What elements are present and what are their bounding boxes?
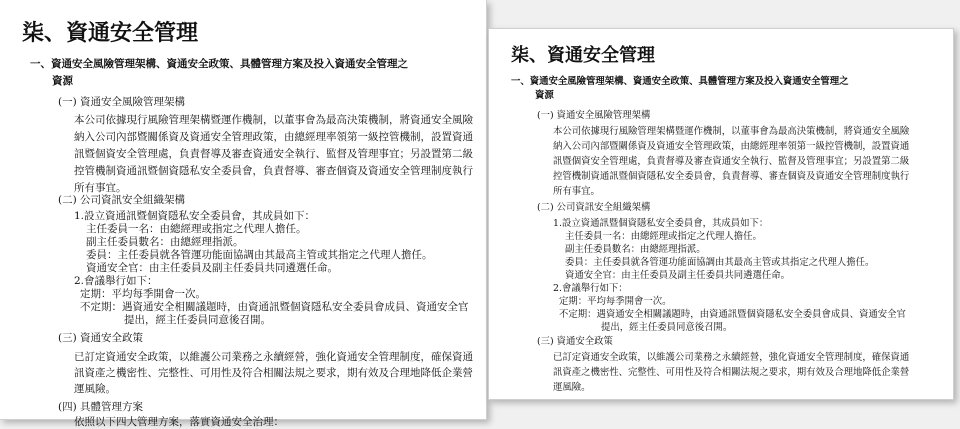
paragraph-line: 訊暨個資安全管理處，負責督導及審查資通安全執行、監督及管理事宜；另設置第二級: [74, 148, 473, 160]
paragraph-line: 納入公司內部暨關係資及資通安全管理政策，由總經理率領第一級控管機制，設置資通: [74, 131, 473, 143]
list-item: 2.會議舉行如下：: [74, 275, 158, 287]
list-item: 副主任委員數名：由總經理指派。: [86, 236, 244, 248]
paragraph-line: 所有事宜。: [553, 186, 600, 197]
subsection-2-title: (二) 公司資訊安全組織架構: [58, 194, 186, 206]
subsection-3-title: (三) 資通安全政策: [58, 332, 144, 344]
section-title-line-2: 資源: [52, 75, 73, 87]
section-title-line-1: 一、資通安全風險管理架構、資通安全政策、具體管理方案及投入資通安全管理之: [30, 58, 408, 70]
list-item: 副主任委員數名：由總經理指派。: [565, 244, 706, 255]
subsection-2-title: (二) 公司資訊安全組織架構: [537, 202, 651, 213]
subsection-3-title: (三) 資通安全政策: [537, 336, 613, 347]
paragraph-line: 訊暨個資安全管理處，負責督導及審查資通安全執行、監督及管理事宜；另設置第二級: [553, 156, 910, 167]
paragraph-line: 納入公司內部暨關係資及資通安全管理政策，由總經理率領第一級控管機制，設置資通: [553, 141, 910, 152]
paragraph-line: 訊資產之機密性、完整性、可用性及符合相關法規之要求，期有效及合理地降低企業營: [553, 367, 910, 378]
paragraph-line: 已訂定資通安全政策，以維護公司業務之永續經營，強化資通安全管理制度，確保資通: [553, 352, 910, 363]
list-item: 資通安全官：由主任委員及副主任委員共同遴選任命。: [86, 262, 338, 274]
list-item: 1.設立資通訊暨個資隱私安全委員會，其成員如下：: [553, 218, 769, 229]
document-page-right: [488, 28, 954, 400]
section-title-line-2: 資源: [535, 90, 554, 101]
paragraph-line: 訊資產之機密性、完整性、可用性及符合相關法規之要求，期有效及合理地降低企業營: [74, 367, 473, 379]
list-item: 提出，經主任委員同意後召開。: [601, 322, 733, 333]
paragraph-line: 運風險。: [553, 382, 591, 393]
subsection-1-title: (一) 資通安全風險管理架構: [58, 96, 186, 108]
list-item: 定期：平均每季開會一次。: [559, 296, 672, 307]
list-item: 不定期：遇資通安全相關議題時，由資通訊暨個資隱私安全委員會成員、資通安全官: [80, 301, 469, 313]
paragraph-line: 依照以下四大管理方案，落實資通安全治理：: [74, 416, 284, 428]
paragraph-line: 所有事宜。: [74, 182, 127, 194]
list-item: 委員：主任委員就各管運功能面協調由其最高主管或其指定之代理人擔任。: [86, 249, 433, 261]
list-item: 委員：主任委員就各管運功能面協調由其最高主管或其指定之代理人擔任。: [565, 257, 875, 268]
paragraph-line: 本公司依據現行風險管理架構暨運作機制，以董事會為最高決策機制，將資通安全風險: [74, 114, 473, 126]
section-title-line-1: 一、資通安全風險管理架構、資通安全政策、具體管理方案及投入資通安全管理之: [511, 76, 849, 87]
list-item: 定期：平均每季開會一次。: [80, 288, 206, 300]
paragraph-line: 控管機制資通訊暨個資隱私安全委員會，負責督導、審查個資及資通安全管理制度執行: [553, 171, 910, 182]
paragraph-line: 運風險。: [74, 383, 116, 395]
chapter-heading: 柒、資通安全管理: [22, 20, 199, 46]
list-item: 不定期：遇資通安全相關議題時，由資通訊暨個資隱私安全委員會成員、資通安全官: [559, 309, 906, 320]
list-item: 提出，經主任委員同意後召開。: [124, 314, 271, 326]
paragraph-line: 控管機制資通訊暨個資隱私安全委員會，負責督導、審查個資及資通安全管理制度執行: [74, 165, 473, 177]
list-item: 主任委員一名：由總經理或指定之代理人擔任。: [86, 223, 307, 235]
paragraph-line: 已訂定資通安全政策，以維護公司業務之永續經營，強化資通安全管理制度，確保資通: [74, 351, 473, 363]
subsection-4-title: (四) 具體管理方案: [58, 401, 144, 413]
list-item: 資通安全官：由主任委員及副主任委員共同遴選任命。: [565, 270, 791, 281]
paragraph-line: 本公司依據現行風險管理架構暨運作機制，以董事會為最高決策機制，將資通安全風險: [553, 126, 910, 137]
list-item: 2.會議舉行如下：: [553, 283, 628, 294]
list-item: 1.設立資通訊暨個資隱私安全委員會，其成員如下：: [74, 210, 316, 222]
subsection-1-title: (一) 資通安全風險管理架構: [537, 110, 651, 121]
chapter-heading: 柒、資通安全管理: [511, 45, 655, 66]
list-item: 主任委員一名：由總經理或指定之代理人擔任。: [565, 231, 762, 242]
